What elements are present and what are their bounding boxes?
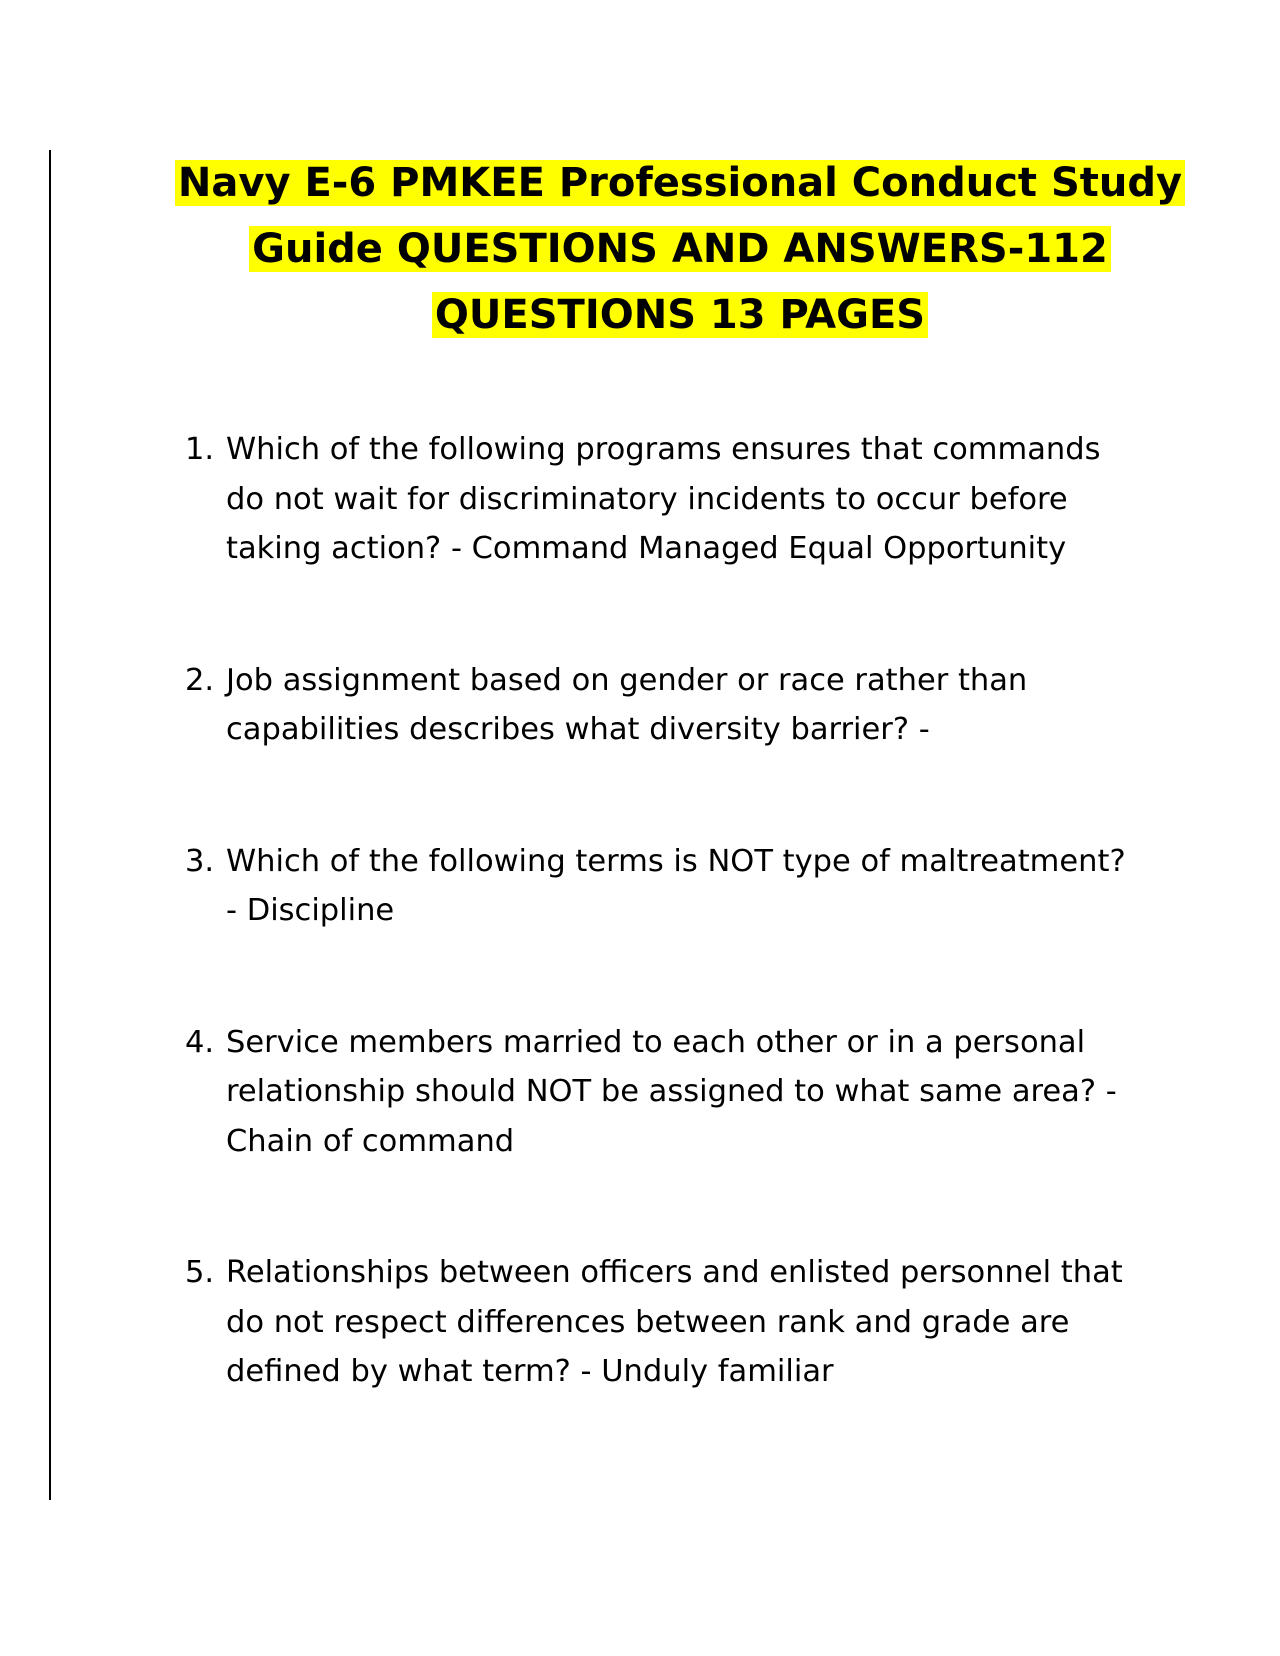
question-list [185,425,1145,1397]
question-text: Service members married to each other or in a personal relationship should NOT be assigned to what same area? - [226,1024,1117,1109]
question-item [185,1248,1145,1397]
question-number: 4. [185,1024,215,1060]
question-number: 5. [185,1255,215,1290]
question-item [185,425,1145,574]
question-item [185,656,1145,755]
question-item [185,837,1145,936]
question-number: 1. [185,432,215,467]
question-answer: Unduly familiar [601,1354,834,1389]
question-answer: Command Managed Equal Opportunity [471,531,1067,566]
document-title [160,150,1200,348]
question-number: 2. [185,662,215,698]
question-answer: Discipline [246,893,395,928]
question-text: Job assignment based on gender or race rather than capabilities describes what diversity barrier? - [226,662,1028,747]
title-highlight: Navy E-6 PMKEE Professional Conduct Study Guide QUESTIONS AND ANSWERS-112 QUESTIONS 13 PAGES [175,160,1185,338]
left-margin-rule [49,150,51,1500]
question-number: 3. [185,843,215,879]
question-text: Which of the following programs ensures that commands do not wait for discriminatory incidents to occur before taking action? - [226,432,1101,566]
question-text: Which of the following terms is NOT type of maltreatment? - [226,843,1126,928]
question-item [185,1018,1145,1167]
question-text: Relationships between officers and enlisted personnel that do not respect differences between rank and grade are defined by what term? - [226,1255,1123,1389]
question-answer: Chain of command [226,1123,515,1159]
